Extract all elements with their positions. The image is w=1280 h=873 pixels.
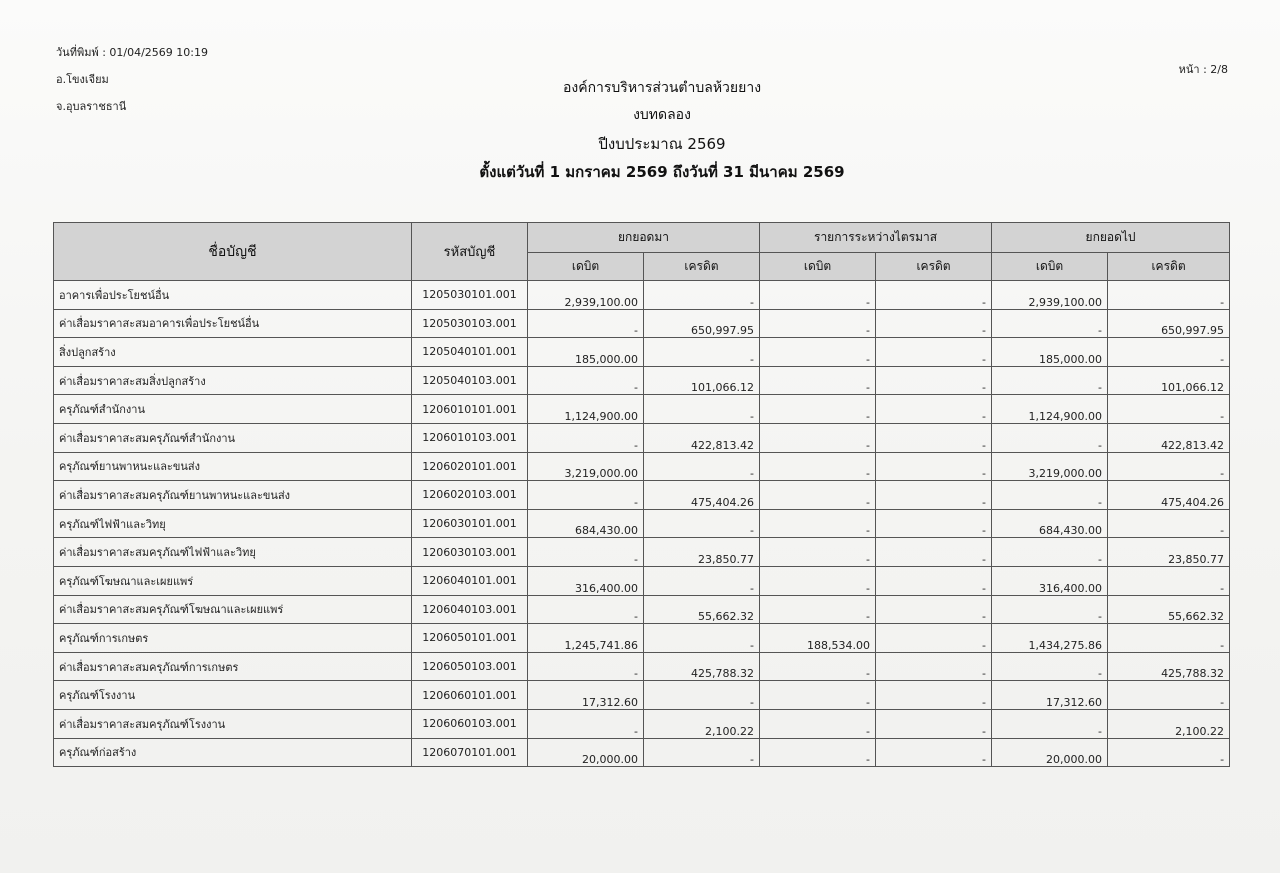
quarter-debit-cell: -	[760, 652, 876, 681]
column-header-credit: เครดิต	[876, 253, 992, 281]
brought-forward-credit-cell: -	[644, 338, 760, 367]
quarter-credit-cell: -	[876, 366, 992, 395]
carried-forward-credit-cell: -	[1108, 395, 1230, 424]
account-name-cell: สิ่งปลูกสร้าง	[54, 338, 412, 367]
fiscal-year: ปีงบประมาณ 2569	[598, 135, 726, 153]
account-code-cell: 1206020101.001	[412, 452, 528, 481]
carried-forward-credit-cell: -	[1108, 566, 1230, 595]
brought-forward-debit-cell: -	[528, 595, 644, 624]
account-code-cell: 1206010103.001	[412, 423, 528, 452]
account-code-cell: 1206050103.001	[412, 652, 528, 681]
account-name-cell: ครุภัณฑ์โฆษณาและเผยแพร่	[54, 566, 412, 595]
carried-forward-debit-cell: 185,000.00	[992, 338, 1108, 367]
account-name-cell: ครุภัณฑ์ไฟฟ้าและวิทยุ	[54, 509, 412, 538]
brought-forward-debit-cell: -	[528, 423, 644, 452]
quarter-credit-cell: -	[876, 566, 992, 595]
carried-forward-credit-cell: -	[1108, 509, 1230, 538]
carried-forward-credit-cell: -	[1108, 452, 1230, 481]
table-row	[54, 338, 1230, 367]
account-code-cell: 1205040103.001	[412, 366, 528, 395]
account-name-cell: ค่าเสื่อมราคาสะสมครุภัณฑ์โฆษณาและเผยแพร่	[54, 595, 412, 624]
brought-forward-debit-cell: 3,219,000.00	[528, 452, 644, 481]
table-body	[54, 281, 1230, 767]
quarter-debit-cell: -	[760, 681, 876, 710]
account-code-cell: 1206030103.001	[412, 538, 528, 567]
quarter-debit-cell: 188,534.00	[760, 624, 876, 653]
page-number: หน้า : 2/8	[1178, 63, 1228, 76]
account-name-cell: ค่าเสื่อมราคาสะสมอาคารเพื่อประโยชน์อื่น	[54, 309, 412, 338]
table-row	[54, 738, 1230, 767]
brought-forward-debit-cell: 1,124,900.00	[528, 395, 644, 424]
print-date: วันที่พิมพ์ : 01/04/2569 10:19	[56, 46, 208, 59]
quarter-debit-cell: -	[760, 509, 876, 538]
account-code-cell: 1206050101.001	[412, 624, 528, 653]
table-row	[54, 423, 1230, 452]
carried-forward-credit-cell: -	[1108, 281, 1230, 310]
column-header-credit: เครดิต	[644, 253, 760, 281]
account-name-cell: ครุภัณฑ์สำนักงาน	[54, 395, 412, 424]
brought-forward-credit-cell: -	[644, 395, 760, 424]
carried-forward-debit-cell: -	[992, 595, 1108, 624]
account-code-cell: 1206010101.001	[412, 395, 528, 424]
quarter-credit-cell: -	[876, 338, 992, 367]
brought-forward-credit-cell: 650,997.95	[644, 309, 760, 338]
province-label: จ.อุบลราชธานี	[56, 100, 127, 113]
carried-forward-credit-cell: 101,066.12	[1108, 366, 1230, 395]
carried-forward-debit-cell: 20,000.00	[992, 738, 1108, 767]
brought-forward-credit-cell: 101,066.12	[644, 366, 760, 395]
brought-forward-debit-cell: -	[528, 481, 644, 510]
brought-forward-debit-cell: -	[528, 538, 644, 567]
column-header-debit: เดบิต	[528, 253, 644, 281]
quarter-debit-cell: -	[760, 281, 876, 310]
account-code-cell: 1206060101.001	[412, 681, 528, 710]
brought-forward-debit-cell: -	[528, 309, 644, 338]
quarter-credit-cell: -	[876, 423, 992, 452]
carried-forward-credit-cell: 422,813.42	[1108, 423, 1230, 452]
quarter-debit-cell: -	[760, 709, 876, 738]
column-header-debit: เดบิต	[760, 253, 876, 281]
quarter-credit-cell: -	[876, 481, 992, 510]
quarter-debit-cell: -	[760, 538, 876, 567]
brought-forward-credit-cell: -	[644, 281, 760, 310]
quarter-credit-cell: -	[876, 652, 992, 681]
brought-forward-credit-cell: 425,788.32	[644, 652, 760, 681]
brought-forward-debit-cell: 17,312.60	[528, 681, 644, 710]
carried-forward-debit-cell: -	[992, 538, 1108, 567]
carried-forward-debit-cell: -	[992, 366, 1108, 395]
quarter-debit-cell: -	[760, 309, 876, 338]
quarter-debit-cell: -	[760, 481, 876, 510]
carried-forward-credit-cell: 23,850.77	[1108, 538, 1230, 567]
column-group-brought-forward: ยกยอดมา	[528, 223, 760, 253]
brought-forward-debit-cell: 20,000.00	[528, 738, 644, 767]
account-code-cell: 1206060103.001	[412, 709, 528, 738]
account-name-cell: ค่าเสื่อมราคาสะสมครุภัณฑ์การเกษตร	[54, 652, 412, 681]
account-code-cell: 1206040101.001	[412, 566, 528, 595]
account-name-cell: ค่าเสื่อมราคาสะสมครุภัณฑ์ยานพาหนะและขนส่ง	[54, 481, 412, 510]
carried-forward-credit-cell: 55,662.32	[1108, 595, 1230, 624]
table-row	[54, 452, 1230, 481]
brought-forward-credit-cell: -	[644, 566, 760, 595]
table-row	[54, 595, 1230, 624]
quarter-credit-cell: -	[876, 624, 992, 653]
brought-forward-credit-cell: -	[644, 681, 760, 710]
quarter-debit-cell: -	[760, 338, 876, 367]
carried-forward-credit-cell: -	[1108, 624, 1230, 653]
account-code-cell: 1205030101.001	[412, 281, 528, 310]
account-code-cell: 1205040101.001	[412, 338, 528, 367]
quarter-credit-cell: -	[876, 452, 992, 481]
table-row	[54, 281, 1230, 310]
table-row	[54, 652, 1230, 681]
account-name-cell: ครุภัณฑ์ยานพาหนะและขนส่ง	[54, 452, 412, 481]
quarter-credit-cell: -	[876, 709, 992, 738]
carried-forward-debit-cell: 316,400.00	[992, 566, 1108, 595]
column-header-credit: เครดิต	[1108, 253, 1230, 281]
column-group-carried-forward: ยกยอดไป	[992, 223, 1230, 253]
brought-forward-credit-cell: -	[644, 509, 760, 538]
carried-forward-debit-cell: -	[992, 652, 1108, 681]
brought-forward-credit-cell: -	[644, 738, 760, 767]
account-code-cell: 1206030101.001	[412, 509, 528, 538]
carried-forward-debit-cell: -	[992, 423, 1108, 452]
quarter-debit-cell: -	[760, 395, 876, 424]
quarter-credit-cell: -	[876, 395, 992, 424]
table-row	[54, 709, 1230, 738]
table-row	[54, 509, 1230, 538]
column-group-during-quarter: รายการระหว่างไตรมาส	[760, 223, 992, 253]
carried-forward-credit-cell: -	[1108, 738, 1230, 767]
district-label: อ.โขงเจียม	[56, 73, 109, 86]
quarter-credit-cell: -	[876, 538, 992, 567]
brought-forward-debit-cell: 316,400.00	[528, 566, 644, 595]
carried-forward-debit-cell: -	[992, 309, 1108, 338]
brought-forward-credit-cell: 422,813.42	[644, 423, 760, 452]
carried-forward-credit-cell: 2,100.22	[1108, 709, 1230, 738]
carried-forward-debit-cell: 3,219,000.00	[992, 452, 1108, 481]
carried-forward-credit-cell: -	[1108, 338, 1230, 367]
brought-forward-debit-cell: -	[528, 366, 644, 395]
carried-forward-credit-cell: -	[1108, 681, 1230, 710]
report-title: งบทดลอง	[633, 107, 691, 123]
table-header	[54, 223, 1230, 281]
carried-forward-credit-cell: 425,788.32	[1108, 652, 1230, 681]
organization-title: องค์การบริหารส่วนตำบลห้วยยาง	[562, 80, 762, 96]
brought-forward-debit-cell: -	[528, 652, 644, 681]
table-row	[54, 395, 1230, 424]
brought-forward-debit-cell: 185,000.00	[528, 338, 644, 367]
brought-forward-debit-cell: 684,430.00	[528, 509, 644, 538]
account-name-cell: อาคารเพื่อประโยชน์อื่น	[54, 281, 412, 310]
quarter-debit-cell: -	[760, 366, 876, 395]
quarter-credit-cell: -	[876, 281, 992, 310]
carried-forward-debit-cell: 1,124,900.00	[992, 395, 1108, 424]
carried-forward-debit-cell: 17,312.60	[992, 681, 1108, 710]
account-name-cell: ค่าเสื่อมราคาสะสมครุภัณฑ์ไฟฟ้าและวิทยุ	[54, 538, 412, 567]
account-code-cell: 1206040103.001	[412, 595, 528, 624]
brought-forward-debit-cell: 1,245,741.86	[528, 624, 644, 653]
brought-forward-debit-cell: 2,939,100.00	[528, 281, 644, 310]
quarter-debit-cell: -	[760, 738, 876, 767]
table-row	[54, 624, 1230, 653]
account-code-cell: 1205030103.001	[412, 309, 528, 338]
carried-forward-credit-cell: 475,404.26	[1108, 481, 1230, 510]
brought-forward-credit-cell: -	[644, 624, 760, 653]
account-name-cell: ครุภัณฑ์การเกษตร	[54, 624, 412, 653]
carried-forward-credit-cell: 650,997.95	[1108, 309, 1230, 338]
brought-forward-credit-cell: 475,404.26	[644, 481, 760, 510]
carried-forward-debit-cell: 2,939,100.00	[992, 281, 1108, 310]
carried-forward-debit-cell: -	[992, 481, 1108, 510]
account-code-cell: 1206020103.001	[412, 481, 528, 510]
column-header-account-name: ชื่อบัญชี	[54, 223, 412, 281]
brought-forward-credit-cell: -	[644, 452, 760, 481]
account-name-cell: ครุภัณฑ์ก่อสร้าง	[54, 738, 412, 767]
account-code-cell: 1206070101.001	[412, 738, 528, 767]
column-header-debit: เดบิต	[992, 253, 1108, 281]
column-header-account-code: รหัสบัญชี	[412, 223, 528, 281]
quarter-credit-cell: -	[876, 509, 992, 538]
quarter-credit-cell: -	[876, 309, 992, 338]
quarter-credit-cell: -	[876, 681, 992, 710]
table-row	[54, 309, 1230, 338]
carried-forward-debit-cell: -	[992, 709, 1108, 738]
account-name-cell: ค่าเสื่อมราคาสะสมสิ่งปลูกสร้าง	[54, 366, 412, 395]
table-row	[54, 681, 1230, 710]
account-name-cell: ค่าเสื่อมราคาสะสมครุภัณฑ์โรงงาน	[54, 709, 412, 738]
quarter-debit-cell: -	[760, 423, 876, 452]
report-period: ตั้งแต่วันที่ 1 มกราคม 2569 ถึงวันที่ 31 มีนาคม 2569	[479, 163, 845, 181]
trial-balance-table	[53, 222, 1230, 767]
quarter-debit-cell: -	[760, 595, 876, 624]
brought-forward-credit-cell: 55,662.32	[644, 595, 760, 624]
account-name-cell: ค่าเสื่อมราคาสะสมครุภัณฑ์สำนักงาน	[54, 423, 412, 452]
brought-forward-debit-cell: -	[528, 709, 644, 738]
table-row	[54, 538, 1230, 567]
quarter-credit-cell: -	[876, 738, 992, 767]
brought-forward-credit-cell: 23,850.77	[644, 538, 760, 567]
quarter-credit-cell: -	[876, 595, 992, 624]
carried-forward-debit-cell: 1,434,275.86	[992, 624, 1108, 653]
quarter-debit-cell: -	[760, 566, 876, 595]
account-name-cell: ครุภัณฑ์โรงงาน	[54, 681, 412, 710]
quarter-debit-cell: -	[760, 452, 876, 481]
table-row	[54, 566, 1230, 595]
brought-forward-credit-cell: 2,100.22	[644, 709, 760, 738]
carried-forward-debit-cell: 684,430.00	[992, 509, 1108, 538]
table-row	[54, 366, 1230, 395]
table-row	[54, 481, 1230, 510]
